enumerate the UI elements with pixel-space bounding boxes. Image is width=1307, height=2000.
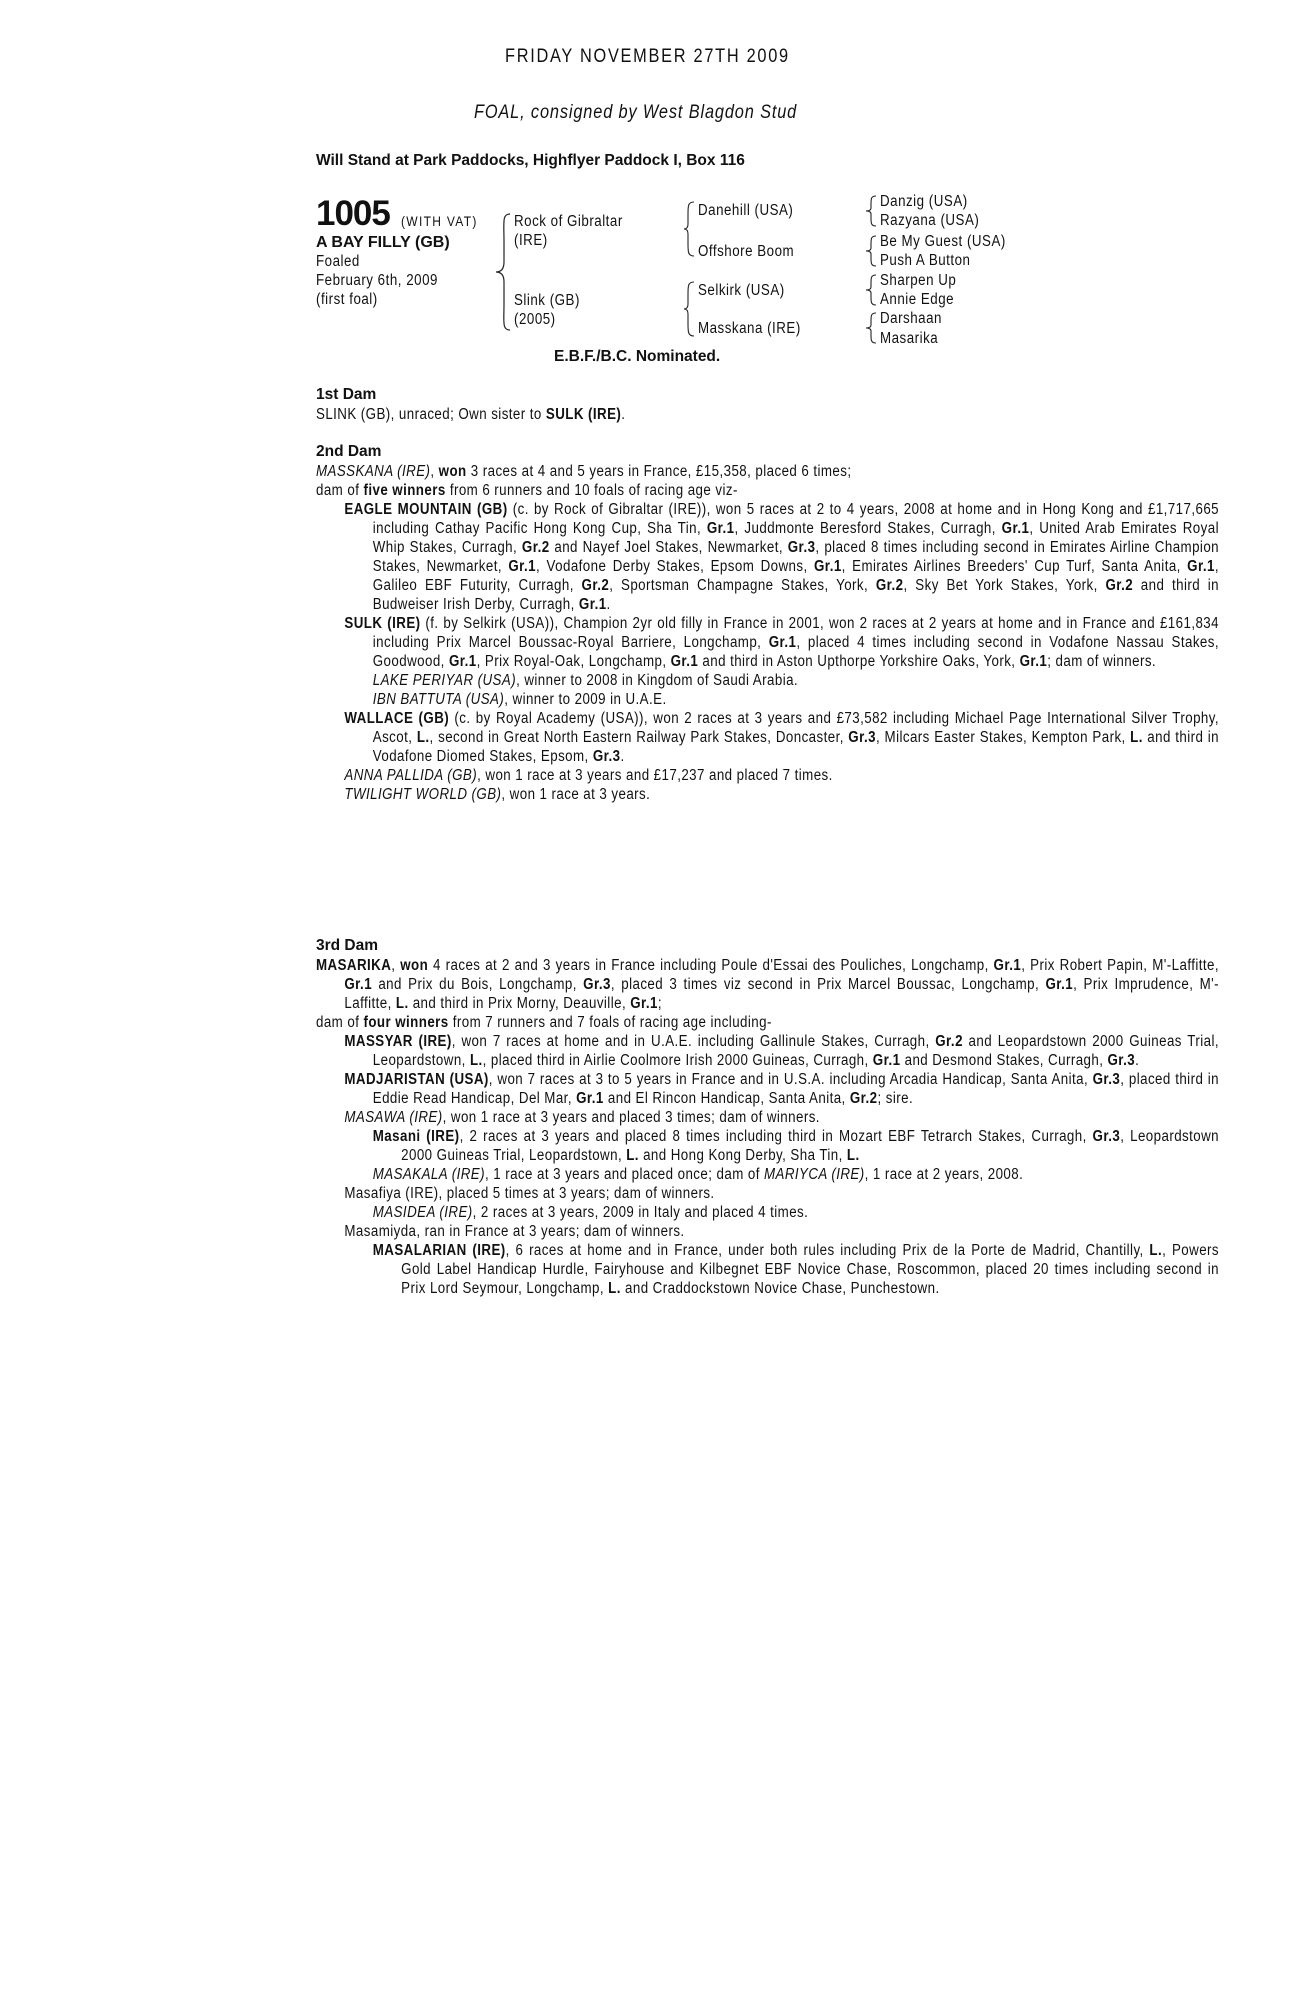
third-dam-intro: MASARIKA, won 4 races at 2 and 3 years in France including Poule d'Essai des Pouliches, Longchamp, Gr.1, Prix Robert Papin, M'-Laffitte, Gr.1 and Prix du Bois, Longchamp, Gr.3, placed 3 times viz second in Prix Marcel Boussac, Longchamp, Gr.1, Prix Imprudence, M'-Laffitte, L. and third in Prix Morny, Deauville, Gr.1; — [316, 957, 1219, 1012]
brace-sire-side — [682, 200, 696, 258]
lot-title: A BAY FILLY (GB) — [316, 234, 450, 251]
pedigree-brace-main — [494, 212, 514, 332]
masani-entry: Masani (IRE), 2 races at 3 years and placed 8 times including third in Mozart EBF Tetrarch Stakes, Curragh, Gr.3, Leopardstown 2000 Guineas Trial, Leopardstown, L. and Hong Kong Derby, Sha Tin, L. — [372, 1128, 1220, 1164]
great-granddam-2: Push A Button — [880, 252, 971, 269]
great-granddam-4: Masarika — [880, 330, 939, 347]
stand-location: Will Stand at Park Paddocks, Highflyer Paddock I, Box 116 — [316, 152, 745, 169]
dam-name: Slink (GB) — [514, 292, 580, 309]
masalarian-entry: MASALARIAN (IRE), 6 races at home and in France, under both rules including Prix de la Porte de Madrid, Chantilly, L., Powers Gold Label Handicap Hurdle, Fairyhouse and Kilbegnet EBF Novice Chase, Roscommon, placed 20 times including second in Prix Lord Seymour, Longchamp, L. and Craddockstown Novice Chase, Punchestown. — [372, 1242, 1220, 1297]
consignor-line: FOAL, consigned by West Blagdon Stud — [474, 102, 798, 123]
great-granddam-3: Annie Edge — [880, 291, 955, 308]
great-grandsire-1: Danzig (USA) — [880, 193, 968, 210]
grandsire-2: Selkirk (USA) — [698, 282, 785, 299]
brace-gg-3 — [864, 273, 878, 307]
wallace-entry: WALLACE (GB) (c. by Royal Academy (USA)), won 2 races at 3 years and £73,582 including Michael Page International Silver Trophy, Ascot, L., second in Great North Eastern Railway Park Stakes, Doncaster, Gr.3, Milcars Easter Stakes, Kempton Park, L. and third in Vodafone Diomed Stakes, Epsom, Gr.3. — [344, 710, 1219, 765]
second-dam-heading: 2nd Dam — [316, 443, 382, 460]
great-grandsire-4: Darshaan — [880, 310, 942, 327]
second-dam-block — [316, 462, 1219, 804]
foaled-label: Foaled — [316, 253, 360, 270]
brace-gg-2 — [864, 234, 878, 268]
third-dam-produce: dam of four winners from 7 runners and 7 foals of racing age including- — [316, 1014, 772, 1031]
brace-gg-1 — [864, 194, 878, 228]
brace-dam-side — [682, 280, 696, 338]
sire-country: (IRE) — [514, 232, 548, 249]
dam-year: (2005) — [514, 311, 556, 328]
masamiyda-entry: Masamiyda, ran in France at 3 years; dam of winners. — [344, 1223, 685, 1240]
third-dam-block — [316, 956, 1219, 1298]
masakala-entry: MASAKALA (IRE), 1 race at 3 years and placed once; dam of MARIYCA (IRE), 1 race at 2 years, 2008. — [372, 1166, 1024, 1183]
masawa-entry: MASAWA (IRE), won 1 race at 3 years and placed 3 times; dam of winners. — [344, 1109, 820, 1126]
sulk-entry: SULK (IRE) (f. by Selkirk (USA)), Champion 2yr old filly in France in 2001, won 2 races at 2 years at home and in France and £161,834 including Prix Marcel Boussac-Royal Barriere, Longchamp, Gr.1, placed 4 times including second in Vodafone Nassau Stakes, Goodwood, Gr.1, Prix Royal-Oak, Longchamp, Gr.1 and third in Aston Upthorpe Yorkshire Oaks, York, Gr.1; dam of winners. — [344, 615, 1220, 670]
first-dam-heading: 1st Dam — [316, 386, 377, 403]
second-dam-produce: dam of five winners from 6 runners and 10 foals of racing age viz- — [316, 482, 738, 499]
lake-periyar-entry: LAKE PERIYAR (USA), winner to 2008 in Kingdom of Saudi Arabia. — [372, 672, 799, 689]
first-dam-desc: SLINK (GB), unraced; Own sister to — [316, 406, 546, 423]
nomination-note: E.B.F./B.C. Nominated. — [554, 348, 721, 365]
eagle-mountain-entry: EAGLE MOUNTAIN (GB) (c. by Rock of Gibraltar (IRE)), won 5 races at 2 to 4 years, 2008 at home and in Hong Kong and £1,717,665 including Cathay Pacific Hong Kong Cup, Sha Tin, Gr.1, Juddmonte Beresford Stakes, Curragh, Gr.1, United Arab Emirates Royal Whip Stakes, Curragh, Gr.2 and Nayef Joel Stakes, Newmarket, Gr.3, placed 8 times including second in Emirates Airline Champion Stakes, Newmarket, Gr.1, Vodafone Derby Stakes, Epsom Downs, Gr.1, Emirates Airlines Breeders' Cup Turf, Santa Anita, Gr.1, Galileo EBF Futurity, Curragh, Gr.2, Sportsman Champagne Stakes, York, Gr.2, Sky Bet York Stakes, York, Gr.2 and third in Budweiser Irish Derby, Curragh, Gr.1. — [344, 501, 1220, 613]
masafiya-entry: Masafiya (IRE), placed 5 times at 3 years; dam of winners. — [344, 1185, 715, 1202]
first-dam-sister: SULK (IRE) — [545, 406, 622, 423]
grandsire-1: Danehill (USA) — [698, 202, 794, 219]
vat-note: (WITH VAT) — [401, 213, 478, 229]
third-dam-heading: 3rd Dam — [316, 937, 379, 954]
massyar-entry: MASSYAR (IRE), won 7 races at home and in U.A.E. including Gallinule Stakes, Curragh, Gr.2 and Leopardstown 2000 Guineas Trial, Leopardstown, L., placed third in Airlie Coolmore Irish 2000 Guineas, Curragh, Gr.1 and Desmond Stakes, Curragh, Gr.3. — [344, 1033, 1219, 1069]
first-dam-text — [316, 405, 1219, 424]
first-foal-note: (first foal) — [316, 291, 378, 308]
brace-gg-4 — [864, 311, 878, 345]
great-grandsire-3: Sharpen Up — [880, 272, 957, 289]
granddam-1: Offshore Boom — [698, 243, 795, 260]
sire-name: Rock of Gibraltar — [514, 213, 623, 230]
madjaristan-entry: MADJARISTAN (USA), won 7 races at 3 to 5 years in France and in U.S.A. including Arcadia Handicap, Santa Anita, Gr.3, placed third in Eddie Read Handicap, Del Mar, Gr.1 and El Rincon Handicap, Santa Anita, Gr.2; sire. — [344, 1071, 1219, 1107]
masidea-entry: MASIDEA (IRE), 2 races at 3 years, 2009 in Italy and placed 4 times. — [372, 1204, 809, 1221]
sale-date: FRIDAY NOVEMBER 27TH 2009 — [505, 46, 790, 67]
great-grandsire-2: Be My Guest (USA) — [880, 233, 1006, 250]
foaled-date: February 6th, 2009 — [316, 272, 438, 289]
second-dam-intro: MASSKANA (IRE), won 3 races at 4 and 5 years in France, £15,358, placed 6 times; — [316, 463, 852, 480]
anna-pallida-entry: ANNA PALLIDA (GB), won 1 race at 3 years and £17,237 and placed 7 times. — [344, 767, 833, 784]
lot-number: 1005 — [316, 194, 390, 233]
great-granddam-1: Razyana (USA) — [880, 212, 980, 229]
first-dam-end: . — [621, 406, 626, 423]
ibn-battuta-entry: IBN BATTUTA (USA), winner to 2009 in U.A.E. — [372, 691, 667, 708]
granddam-2: Masskana (IRE) — [698, 320, 801, 337]
twilight-world-entry: TWILIGHT WORLD (GB), won 1 race at 3 years. — [344, 786, 651, 803]
